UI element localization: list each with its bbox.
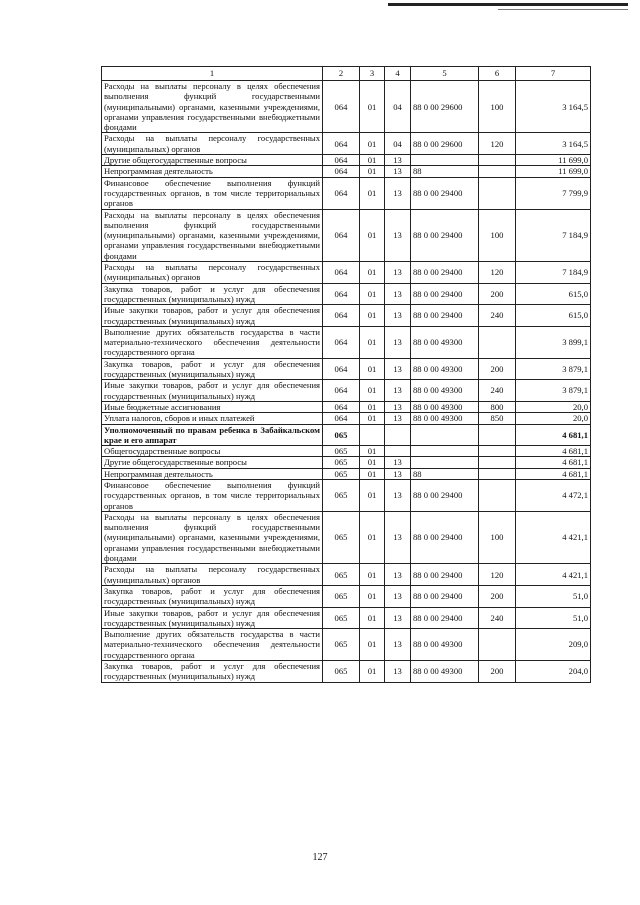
header-rule-thin: [498, 9, 628, 10]
subsection-code-cell: 13: [385, 457, 411, 468]
table-row: [102, 511, 591, 563]
table-row: [102, 401, 591, 412]
section-code-cell: 01: [360, 326, 385, 358]
subsection-code-cell: 13: [385, 468, 411, 479]
amount-cell: 209,0: [516, 629, 591, 661]
target-article-cell: 88 0 00 49300: [411, 326, 479, 358]
ministry-code-cell: 065: [323, 607, 360, 629]
table-row: [102, 133, 591, 155]
subsection-code-cell: 13: [385, 661, 411, 683]
expense-type-cell: [479, 166, 516, 177]
target-article-cell: 88 0 00 29400: [411, 209, 479, 261]
subsection-code-cell: 13: [385, 166, 411, 177]
subsection-code-cell: 13: [385, 479, 411, 511]
ministry-code-cell: 065: [323, 479, 360, 511]
section-code-cell: 01: [360, 166, 385, 177]
section-code-cell: 01: [360, 358, 385, 380]
table-row: [102, 564, 591, 586]
target-article-cell: 88 0 00 29400: [411, 564, 479, 586]
amount-cell: 51,0: [516, 607, 591, 629]
section-code-cell: 01: [360, 629, 385, 661]
subsection-code-cell: 13: [385, 209, 411, 261]
target-article-cell: 88 0 00 49300: [411, 661, 479, 683]
table-row: [102, 585, 591, 607]
table-row: [102, 283, 591, 305]
ministry-code-cell: 064: [323, 133, 360, 155]
expense-type-cell: 100: [479, 81, 516, 133]
section-code-cell: 01: [360, 133, 385, 155]
expense-type-cell: [479, 155, 516, 166]
section-code-cell: 01: [360, 177, 385, 209]
page-number: 127: [312, 852, 328, 863]
table-row: [102, 166, 591, 177]
amount-cell: 7 184,9: [516, 209, 591, 261]
subsection-code-cell: 13: [385, 585, 411, 607]
ministry-code-cell: 064: [323, 380, 360, 402]
amount-cell: 3 879,1: [516, 358, 591, 380]
expense-name-cell: Закупка товаров, работ и услуг для обеспечения государственных (муниципальных) нужд: [102, 661, 323, 683]
column-number: 4: [385, 67, 411, 81]
expense-type-cell: 100: [479, 511, 516, 563]
expense-name-cell: Уполномоченный по правам ребенка в Забайкальском крае и его аппарат: [102, 424, 323, 446]
ministry-code-cell: 064: [323, 81, 360, 133]
table-header-row: [102, 67, 591, 81]
expense-type-cell: 240: [479, 607, 516, 629]
section-code-cell: 01: [360, 468, 385, 479]
ministry-code-cell: 065: [323, 629, 360, 661]
section-code-cell: 01: [360, 155, 385, 166]
ministry-code-cell: 065: [323, 564, 360, 586]
table-row: [102, 305, 591, 327]
subsection-code-cell: 13: [385, 177, 411, 209]
expense-name-cell: Расходы на выплаты персоналу в целях обеспечения выполнения функций государственными (муниципальными) органами, казенными учреждениями, органами управления государственными внебюджетными фондами: [102, 209, 323, 261]
section-code-cell: 01: [360, 457, 385, 468]
amount-cell: 3 164,5: [516, 133, 591, 155]
amount-cell: 20,0: [516, 413, 591, 424]
section-code-cell: 01: [360, 305, 385, 327]
subsection-code-cell: 13: [385, 564, 411, 586]
section-code-cell: 01: [360, 262, 385, 284]
amount-cell: 3 879,1: [516, 380, 591, 402]
target-article-cell: 88 0 00 29400: [411, 607, 479, 629]
expense-name-cell: Иные закупки товаров, работ и услуг для обеспечения государственных (муниципальных) нужд: [102, 305, 323, 327]
amount-cell: 4 421,1: [516, 511, 591, 563]
column-number: 3: [360, 67, 385, 81]
ministry-code-cell: 064: [323, 177, 360, 209]
expense-type-cell: 100: [479, 209, 516, 261]
expense-name-cell: Общегосударственные вопросы: [102, 446, 323, 457]
table-row: [102, 424, 591, 446]
section-code-cell: 01: [360, 209, 385, 261]
table-row: [102, 661, 591, 683]
expense-name-cell: Другие общегосударственные вопросы: [102, 457, 323, 468]
section-code-cell: 01: [360, 81, 385, 133]
subsection-code-cell: 13: [385, 413, 411, 424]
expense-type-cell: [479, 479, 516, 511]
target-article-cell: 88 0 00 29400: [411, 177, 479, 209]
subsection-code-cell: 04: [385, 81, 411, 133]
column-number: 7: [516, 67, 591, 81]
expense-name-cell: Выполнение других обязательств государства в части материально-технического обеспечения деятельности государственного органа: [102, 326, 323, 358]
expense-name-cell: Расходы на выплаты персоналу государственных (муниципальных) органов: [102, 262, 323, 284]
amount-cell: 4 681,1: [516, 424, 591, 446]
expense-type-cell: [479, 629, 516, 661]
target-article-cell: [411, 446, 479, 457]
section-code-cell: 01: [360, 446, 385, 457]
section-code-cell: 01: [360, 607, 385, 629]
amount-cell: 615,0: [516, 283, 591, 305]
target-article-cell: 88: [411, 166, 479, 177]
amount-cell: 7 799,9: [516, 177, 591, 209]
subsection-code-cell: 13: [385, 607, 411, 629]
ministry-code-cell: 064: [323, 283, 360, 305]
table-row: [102, 209, 591, 261]
ministry-code-cell: 064: [323, 155, 360, 166]
target-article-cell: 88 0 00 29400: [411, 511, 479, 563]
subsection-code-cell: 13: [385, 358, 411, 380]
expense-name-cell: Расходы на выплаты персоналу государственных (муниципальных) органов: [102, 564, 323, 586]
column-number: 2: [323, 67, 360, 81]
subsection-code-cell: 04: [385, 133, 411, 155]
column-number: 1: [102, 67, 323, 81]
subsection-code-cell: [385, 446, 411, 457]
expense-name-cell: Иные закупки товаров, работ и услуг для обеспечения государственных (муниципальных) нужд: [102, 607, 323, 629]
expense-name-cell: Расходы на выплаты персоналу в целях обеспечения выполнения функций государственными (муниципальными) органами, казенными учреждениями, органами управления государственными внебюджетными фондами: [102, 81, 323, 133]
table-row: [102, 177, 591, 209]
budget-table: [101, 66, 591, 683]
target-article-cell: 88 0 00 49300: [411, 401, 479, 412]
table-row: [102, 446, 591, 457]
target-article-cell: 88 0 00 29600: [411, 133, 479, 155]
section-code-cell: 01: [360, 283, 385, 305]
section-code-cell: 01: [360, 511, 385, 563]
expense-name-cell: Иные бюджетные ассигнования: [102, 401, 323, 412]
ministry-code-cell: 065: [323, 424, 360, 446]
amount-cell: 11 699,0: [516, 155, 591, 166]
target-article-cell: [411, 457, 479, 468]
amount-cell: 615,0: [516, 305, 591, 327]
ministry-code-cell: 064: [323, 326, 360, 358]
section-code-cell: 01: [360, 413, 385, 424]
ministry-code-cell: 064: [323, 401, 360, 412]
expense-name-cell: Расходы на выплаты персоналу в целях обеспечения выполнения функций государственными (муниципальными) органами, казенными учреждениями, органами управления государственными внебюджетными фондами: [102, 511, 323, 563]
expense-name-cell: Закупка товаров, работ и услуг для обеспечения государственных (муниципальных) нужд: [102, 585, 323, 607]
amount-cell: 204,0: [516, 661, 591, 683]
ministry-code-cell: 064: [323, 413, 360, 424]
subsection-code-cell: 13: [385, 326, 411, 358]
amount-cell: 11 699,0: [516, 166, 591, 177]
section-code-cell: 01: [360, 401, 385, 412]
target-article-cell: 88: [411, 468, 479, 479]
target-article-cell: 88 0 00 49300: [411, 413, 479, 424]
table-row: [102, 629, 591, 661]
subsection-code-cell: 13: [385, 401, 411, 412]
expense-type-cell: 850: [479, 413, 516, 424]
expense-type-cell: 200: [479, 283, 516, 305]
table-row: [102, 155, 591, 166]
section-code-cell: 01: [360, 661, 385, 683]
expense-type-cell: [479, 177, 516, 209]
subsection-code-cell: 13: [385, 305, 411, 327]
amount-cell: 7 184,9: [516, 262, 591, 284]
table-row: [102, 479, 591, 511]
subsection-code-cell: 13: [385, 380, 411, 402]
ministry-code-cell: 064: [323, 262, 360, 284]
ministry-code-cell: 065: [323, 661, 360, 683]
amount-cell: 3 899,1: [516, 326, 591, 358]
table-row: [102, 358, 591, 380]
expense-name-cell: Непрограммная деятельность: [102, 468, 323, 479]
expense-type-cell: 800: [479, 401, 516, 412]
target-article-cell: 88 0 00 29400: [411, 585, 479, 607]
expense-name-cell: Закупка товаров, работ и услуг для обеспечения государственных (муниципальных) нужд: [102, 358, 323, 380]
expense-name-cell: Другие общегосударственные вопросы: [102, 155, 323, 166]
subsection-code-cell: 13: [385, 629, 411, 661]
target-article-cell: [411, 155, 479, 166]
amount-cell: 4 681,1: [516, 446, 591, 457]
section-code-cell: 01: [360, 380, 385, 402]
amount-cell: 4 681,1: [516, 468, 591, 479]
ministry-code-cell: 064: [323, 166, 360, 177]
expense-type-cell: 240: [479, 305, 516, 327]
target-article-cell: 88 0 00 49300: [411, 629, 479, 661]
column-number: 6: [479, 67, 516, 81]
target-article-cell: 88 0 00 29400: [411, 262, 479, 284]
table-row: [102, 607, 591, 629]
subsection-code-cell: [385, 424, 411, 446]
expense-type-cell: [479, 446, 516, 457]
target-article-cell: 88 0 00 29400: [411, 305, 479, 327]
ministry-code-cell: 064: [323, 358, 360, 380]
amount-cell: 4 681,1: [516, 457, 591, 468]
subsection-code-cell: 13: [385, 155, 411, 166]
amount-cell: 3 164,5: [516, 81, 591, 133]
expense-type-cell: 200: [479, 661, 516, 683]
target-article-cell: [411, 424, 479, 446]
expense-type-cell: [479, 326, 516, 358]
expense-type-cell: 120: [479, 262, 516, 284]
expense-type-cell: 120: [479, 133, 516, 155]
ministry-code-cell: 065: [323, 511, 360, 563]
table-row: [102, 457, 591, 468]
section-code-cell: 01: [360, 479, 385, 511]
section-code-cell: [360, 424, 385, 446]
ministry-code-cell: 065: [323, 468, 360, 479]
expense-name-cell: Уплата налогов, сборов и иных платежей: [102, 413, 323, 424]
expense-type-cell: 120: [479, 564, 516, 586]
target-article-cell: 88 0 00 49300: [411, 380, 479, 402]
amount-cell: 20,0: [516, 401, 591, 412]
amount-cell: 51,0: [516, 585, 591, 607]
target-article-cell: 88 0 00 29400: [411, 283, 479, 305]
table-row: [102, 380, 591, 402]
expense-name-cell: Финансовое обеспечение выполнения функций государственных органов, в том числе территориальных органов: [102, 479, 323, 511]
amount-cell: 4 421,1: [516, 564, 591, 586]
ministry-code-cell: 064: [323, 209, 360, 261]
expense-name-cell: Расходы на выплаты персоналу государственных (муниципальных) органов: [102, 133, 323, 155]
expense-type-cell: [479, 457, 516, 468]
target-article-cell: 88 0 00 49300: [411, 358, 479, 380]
expense-name-cell: Финансовое обеспечение выполнения функций государственных органов, в том числе территориальных органов: [102, 177, 323, 209]
table-row: [102, 468, 591, 479]
expense-type-cell: [479, 424, 516, 446]
expense-type-cell: 200: [479, 585, 516, 607]
expense-type-cell: 200: [479, 358, 516, 380]
table-row: [102, 413, 591, 424]
subsection-code-cell: 13: [385, 262, 411, 284]
table-row: [102, 81, 591, 133]
expense-name-cell: Иные закупки товаров, работ и услуг для обеспечения государственных (муниципальных) нужд: [102, 380, 323, 402]
section-code-cell: 01: [360, 564, 385, 586]
ministry-code-cell: 065: [323, 457, 360, 468]
column-number: 5: [411, 67, 479, 81]
table-row: [102, 326, 591, 358]
expense-name-cell: Непрограммная деятельность: [102, 166, 323, 177]
amount-cell: 4 472,1: [516, 479, 591, 511]
header-rule: [388, 3, 628, 6]
expense-type-cell: 240: [479, 380, 516, 402]
subsection-code-cell: 13: [385, 283, 411, 305]
expense-type-cell: [479, 468, 516, 479]
subsection-code-cell: 13: [385, 511, 411, 563]
ministry-code-cell: 065: [323, 585, 360, 607]
section-code-cell: 01: [360, 585, 385, 607]
ministry-code-cell: 065: [323, 446, 360, 457]
target-article-cell: 88 0 00 29600: [411, 81, 479, 133]
expense-name-cell: Выполнение других обязательств государства в части материально-технического обеспечения деятельности государственного органа: [102, 629, 323, 661]
ministry-code-cell: 064: [323, 305, 360, 327]
expense-name-cell: Закупка товаров, работ и услуг для обеспечения государственных (муниципальных) нужд: [102, 283, 323, 305]
table-row: [102, 262, 591, 284]
target-article-cell: 88 0 00 29400: [411, 479, 479, 511]
